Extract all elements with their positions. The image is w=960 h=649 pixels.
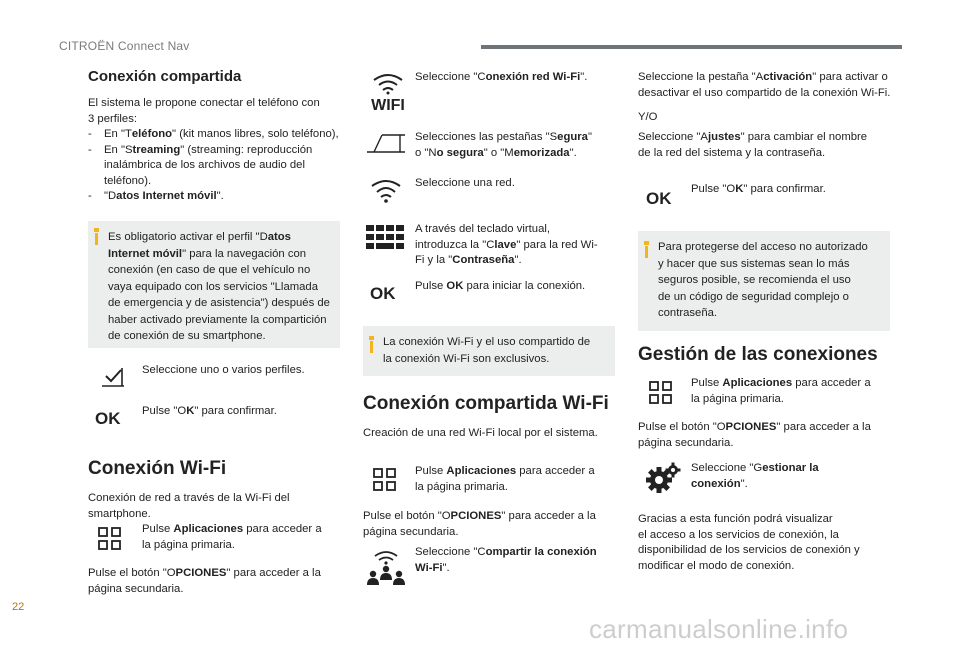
tabs-icon bbox=[366, 132, 406, 154]
step-press-ok: Pulse OK para iniciar la conexión. bbox=[415, 280, 586, 292]
step-options: Pulse el botón "OPCIONES" para acceder a la página secundaria. bbox=[88, 567, 321, 595]
gears-icon bbox=[645, 462, 681, 496]
step-share-connection: Seleccione "Compartir la conexión Wi-Fi". bbox=[415, 546, 597, 574]
info-note-internet-profile: Es obligatorio activar el perfil "Datos Internet móvil" para la navegación con conexión (en caso de que el vehículo no vaya equipado con los servicios "Llamada de emergencia y de asistencia") después de haber activado previamente la compartición de conexión de su smartphone. bbox=[88, 221, 340, 348]
and-or-label: Y/O bbox=[638, 111, 658, 123]
info-icon bbox=[95, 233, 98, 245]
apps-grid-icon bbox=[649, 381, 673, 405]
step-select-profiles: Seleccione uno o varios perfiles. bbox=[142, 364, 305, 376]
step-select-network: Seleccione una red. bbox=[415, 177, 515, 189]
info-note-security: Para protegerse del acceso no autorizado y hacer que sus sistemas sean lo más seguros posible, se recomienda el uso de un código de seguridad complejo o contraseña. bbox=[638, 231, 890, 331]
watermark: carmanualsonline.info bbox=[589, 614, 849, 644]
info-icon bbox=[370, 341, 373, 353]
heading-gestion-conexiones: Gestión de las conexiones bbox=[638, 344, 878, 365]
svg-text:WIFI: WIFI bbox=[371, 97, 405, 114]
step-select-tabs: Selecciones las pestañas "Segura" o "No segura" o "Memorizada". bbox=[415, 131, 592, 159]
apps-grid-icon bbox=[373, 468, 397, 492]
step-confirm: Pulse "OK" para confirmar. bbox=[142, 405, 277, 417]
document-header-title: CITROËN Connect Nav bbox=[59, 39, 190, 53]
heading-conexion-wifi: Conexión Wi-Fi bbox=[88, 458, 227, 479]
step-manage-connection: Seleccione "Gestionar la conexión". bbox=[691, 462, 819, 490]
step-confirm: Pulse "OK" para confirmar. bbox=[691, 183, 826, 195]
wifi-intro: Conexión de red a través de la Wi-Fi del smartphone. bbox=[88, 492, 290, 520]
step-apps: Pulse Aplicaciones para acceder a la página primaria. bbox=[142, 523, 322, 551]
keyboard-icon bbox=[366, 225, 406, 251]
wifi-icon bbox=[368, 72, 408, 112]
header-divider bbox=[481, 45, 902, 49]
step-options: Pulse el botón "OPCIONES" para acceder a la página secundaria. bbox=[638, 421, 871, 449]
step-keyboard: A través del teclado virtual, introduzca la "Clave" para la red Wi- Fi y la "Contraseña". bbox=[415, 223, 598, 266]
ok-icon: OK bbox=[95, 409, 121, 428]
step-options: Pulse el botón "OPCIONES" para acceder a la página secundaria. bbox=[363, 510, 596, 538]
paragraph-final: Gracias a esta función podrá visualizar el acceso a los servicios de conexión, la disponibilidad de los servicios de conexión y modificar el modo de conexión. bbox=[638, 513, 860, 572]
profiles-list bbox=[88, 127, 358, 205]
wifi-sharing-icon bbox=[366, 548, 406, 588]
heading-conexion-compartida: Conexión compartida bbox=[88, 68, 242, 85]
heading-conexion-compartida-wifi: Conexión compartida Wi-Fi bbox=[363, 393, 609, 414]
info-icon bbox=[645, 246, 648, 258]
step-apps: Pulse Aplicaciones para acceder a la página primaria. bbox=[691, 377, 871, 405]
page-number: 22 bbox=[12, 601, 25, 613]
intro-paragraph: El sistema le propone conectar el teléfono con 3 perfiles: bbox=[88, 97, 320, 125]
wifi-network-icon bbox=[370, 179, 402, 205]
ok-icon: OK bbox=[370, 284, 396, 303]
checkbox-select-icon bbox=[100, 364, 126, 390]
info-note-exclusive: La conexión Wi-Fi y el uso compartido de la conexión Wi-Fi son exclusivos. bbox=[363, 326, 615, 376]
list-item: - En "Streaming" (streaming: reproducción bbox=[88, 143, 313, 156]
list-item: - "Datos Internet móvil". bbox=[88, 190, 224, 202]
list-item-continuation: inalámbrica de los archivos de audio del bbox=[104, 159, 305, 171]
paragraph-creation: Creación de una red Wi-Fi local por el sistema. bbox=[363, 427, 598, 439]
list-item-continuation: teléfono). bbox=[104, 174, 152, 187]
step-activation: Seleccione la pestaña "Activación" para activar o desactivar el uso compartido de la conexión Wi-Fi. bbox=[638, 71, 891, 99]
apps-grid-icon bbox=[98, 527, 122, 551]
step-select-wifi: Seleccione "Conexión red Wi-Fi". bbox=[415, 71, 588, 83]
list-item: - En "Teléfono" (kit manos libres, solo teléfono), bbox=[88, 128, 339, 140]
ok-icon: OK bbox=[646, 189, 672, 208]
step-adjust: Seleccione "Ajustes" para cambiar el nombre de la red del sistema y la contraseña. bbox=[638, 131, 868, 159]
step-apps: Pulse Aplicaciones para acceder a la página primaria. bbox=[415, 465, 595, 493]
